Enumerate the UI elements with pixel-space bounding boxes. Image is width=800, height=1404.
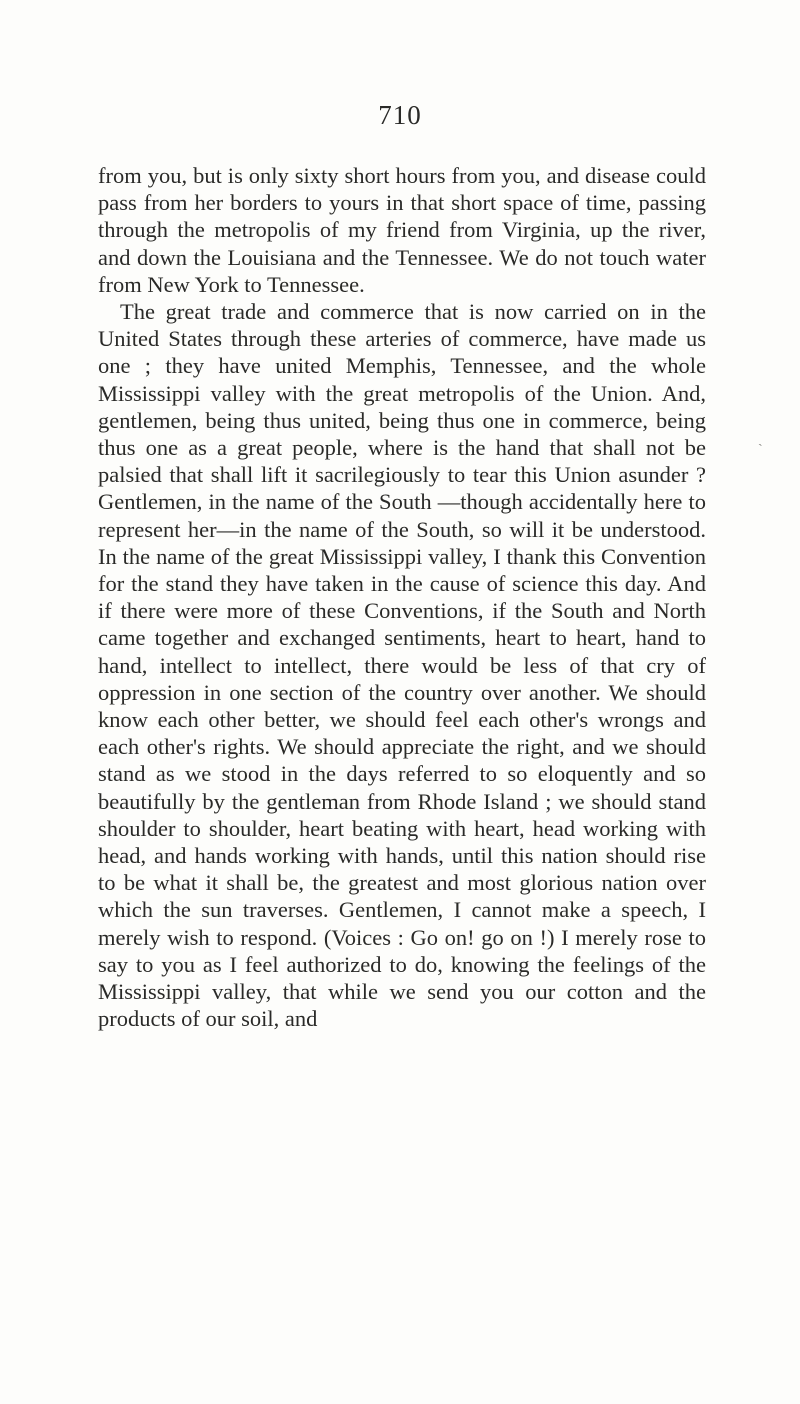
paragraph-2: The great trade and commerce that is now carried on in the United States through these arteries of commerce, have made us one ; they have united Memphis, Tennessee, and the whole Mississippi valley with the great metropolis of the Union. And, gentlemen, being thus united, being thus one in commerce, being thus one as a great people, where is the hand that shall not be palsied that shall lift it sacrilegiously to tear this Union asunder ? Gentlemen, in the name of the South —though accidentally here to represent her—in the name of the South, so will it be understood. In the name of the great Mississippi valley, I thank this Convention for the stand they have taken in the cause of science this day. And if there were more of these Conventions, if the South and North came together and exchanged sentiments, heart to heart, hand to hand, intellect to intellect, there would be less of that cry of oppression in one section of the country over another. We should know each other better, we should feel each other's wrongs and each other's rights. We should appreciate the right, and we should stand as we stood in the days referred to so eloquently and so beautifully by the gentleman from Rhode Island ; we should stand shoulder to shoulder, heart beating with heart, head working with head, and hands working with hands, until this nation should rise to be what it shall be, the greatest and most glorious nation over which the sun traverses. Gentlemen, I cannot make a speech, I merely wish to respond. (Voices : Go on! go on !) I merely rose to say to you as I feel authorized to do, knowing the feelings of the Mississippi valley, that while we send you our cotton and the products of our soil, and: [98, 299, 706, 1032]
paragraph-1: from you, but is only sixty short hours from you, and disease could pass from her borders to yours in that short space of time, passing through the metropolis of my friend from Virginia, up the river, and down the Louisiana and the Tennessee. We do not touch water from New York to Tennessee.: [98, 163, 706, 297]
body-text: [98, 162, 706, 1033]
page-number: 710: [378, 100, 422, 130]
margin-mark: ˎ: [758, 432, 763, 447]
